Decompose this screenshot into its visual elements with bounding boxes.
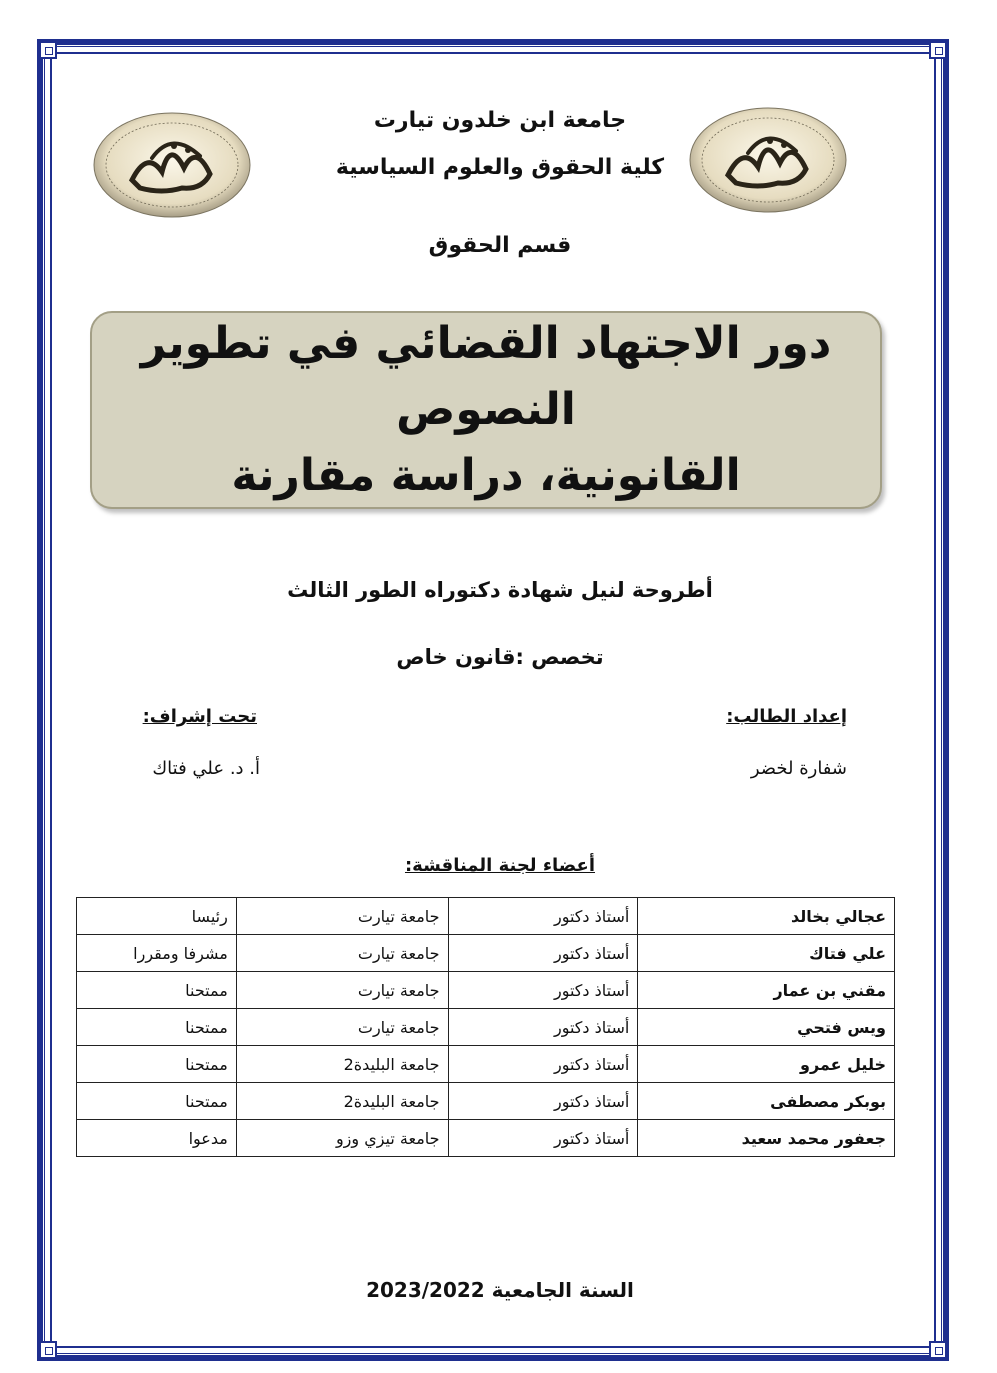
- member-university: جامعة تيزي وزو: [236, 1120, 448, 1157]
- student-name: شفارة لخضر: [750, 758, 847, 779]
- academic-year: السنة الجامعية 2023/2022: [366, 1278, 634, 1302]
- member-role: مدعوا: [77, 1120, 237, 1157]
- table-row: [77, 972, 895, 1009]
- member-role: ممتحنا: [77, 1009, 237, 1046]
- border-corner-ornament: [39, 41, 57, 59]
- table-row: [77, 1083, 895, 1120]
- student-label: إعداد الطالب:: [726, 706, 847, 727]
- university-seal-icon: [92, 110, 252, 220]
- member-university: جامعة تيارت: [236, 935, 448, 972]
- member-role: ممتحنا: [77, 1083, 237, 1120]
- member-role: رئيسا: [77, 898, 237, 935]
- member-rank: أستاذ دكتور: [448, 1009, 638, 1046]
- member-university: جامعة البليدة2: [236, 1083, 448, 1120]
- degree-statement: أطروحة لنيل شهادة دكتوراه الطور الثالث: [287, 578, 713, 602]
- faculty-name: كلية الحقوق والعلوم السياسية: [335, 155, 665, 180]
- specialty: تخصص :قانون خاص: [396, 645, 604, 669]
- member-role: ممتحنا: [77, 972, 237, 1009]
- member-name: ويس فتحي: [638, 1009, 895, 1046]
- member-rank: أستاذ دكتور: [448, 1083, 638, 1120]
- member-name: مقني بن عمار: [638, 972, 895, 1009]
- member-university: جامعة تيارت: [236, 972, 448, 1009]
- table-row: [77, 1046, 895, 1083]
- thesis-title-line-2: القانونية، دراسة مقارنة: [231, 450, 741, 501]
- table-row: [77, 1120, 895, 1157]
- member-name: جعفور محمد سعيد: [638, 1120, 895, 1157]
- member-name: عجالي بخالد: [638, 898, 895, 935]
- table-row: [77, 1009, 895, 1046]
- thesis-title-line-1: دور الاجتهاد القضائي في تطوير النصوص: [140, 318, 832, 435]
- member-name: علي فتاك: [638, 935, 895, 972]
- member-rank: أستاذ دكتور: [448, 1120, 638, 1157]
- supervisor-name: أ. د. علي فتاك: [152, 758, 260, 779]
- university-name: جامعة ابن خلدون تيارت: [373, 108, 627, 133]
- member-name: بوبكر مصطفى: [638, 1083, 895, 1120]
- member-rank: أستاذ دكتور: [448, 935, 638, 972]
- member-rank: أستاذ دكتور: [448, 898, 638, 935]
- department-name: قسم الحقوق: [428, 233, 572, 258]
- committee-table: [76, 897, 895, 1157]
- border-corner-ornament: [39, 1341, 57, 1359]
- table-row: [77, 898, 895, 935]
- border-corner-ornament: [929, 1341, 947, 1359]
- thesis-title-box: [90, 311, 882, 509]
- member-university: جامعة تيارت: [236, 1009, 448, 1046]
- committee-title: أعضاء لجنة المناقشة:: [404, 855, 595, 876]
- member-role: مشرفا ومقررا: [77, 935, 237, 972]
- supervisor-label: تحت إشراف:: [142, 706, 257, 727]
- member-rank: أستاذ دكتور: [448, 1046, 638, 1083]
- member-rank: أستاذ دكتور: [448, 972, 638, 1009]
- border-corner-ornament: [929, 41, 947, 59]
- member-university: جامعة تيارت: [236, 898, 448, 935]
- table-row: [77, 935, 895, 972]
- member-name: خليل عمرو: [638, 1046, 895, 1083]
- member-role: ممتحنا: [77, 1046, 237, 1083]
- member-university: جامعة البليدة2: [236, 1046, 448, 1083]
